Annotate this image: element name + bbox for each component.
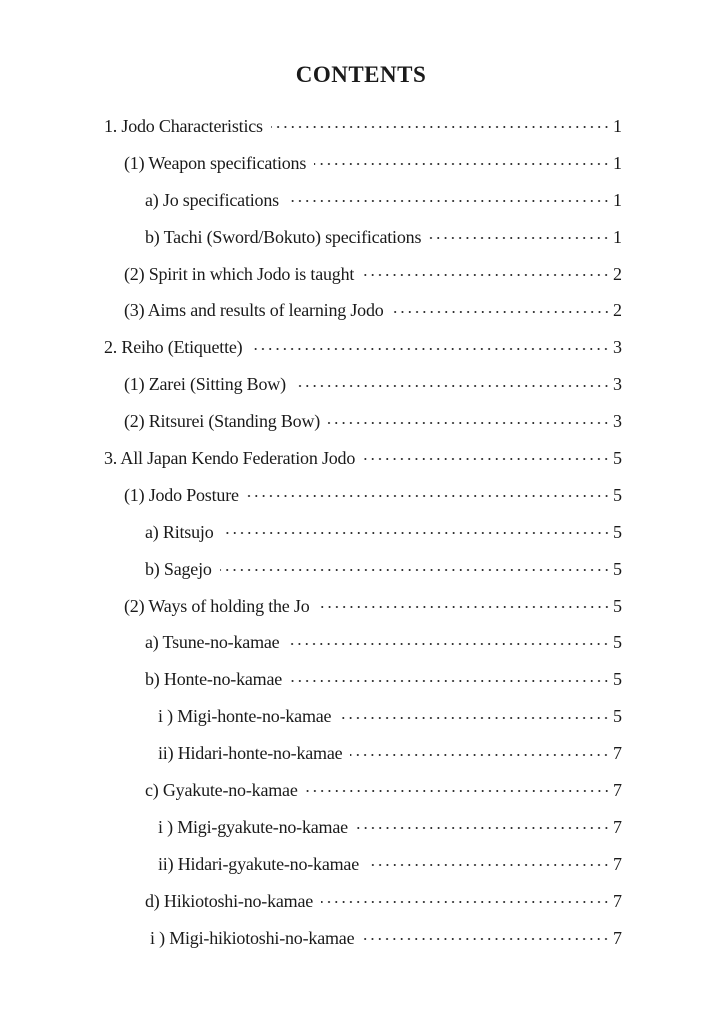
toc-entry: [0, 182, 722, 219]
dot-leader: [247, 494, 610, 498]
dot-leader: [362, 937, 610, 941]
toc-entry-label: b) Tachi (Sword/Bokuto) specifications: [145, 226, 422, 247]
toc-entry-page-number: 3: [613, 411, 622, 432]
dot-leader: [318, 605, 611, 609]
table-of-contents: [0, 108, 722, 956]
dot-leader: [287, 199, 610, 203]
toc-entry-page-number: 7: [613, 779, 622, 800]
dot-leader: [306, 789, 610, 793]
toc-entry-page-number: 5: [613, 558, 622, 579]
toc-entry-page-number: 1: [613, 226, 622, 247]
dot-leader: [339, 716, 610, 720]
toc-entry-label: 2. Reiho (Etiquette): [104, 337, 243, 358]
toc-entry: [0, 698, 722, 735]
toc-entry: [0, 588, 722, 625]
dot-leader: [220, 568, 610, 572]
dot-leader: [367, 863, 610, 867]
dot-leader: [356, 826, 610, 830]
dot-leader: [350, 753, 610, 757]
toc-entry-label: a) Tsune-no-kamae: [145, 632, 280, 653]
toc-entry: [0, 809, 722, 846]
toc-entry-label: b) Sagejo: [145, 558, 212, 579]
toc-entry-label: (1) Jodo Posture: [124, 484, 239, 505]
toc-entry: [0, 440, 722, 477]
toc-entry: [0, 329, 722, 366]
toc-entry: [0, 145, 722, 182]
toc-entry-page-number: 5: [613, 447, 622, 468]
toc-entry: [0, 846, 722, 883]
toc-entry-page-number: 2: [613, 263, 622, 284]
toc-entry-label: d) Hikiotoshi-no-kamae: [145, 890, 314, 911]
toc-entry: [0, 920, 722, 957]
toc-entry-label: (2) Ritsurei (Standing Bow): [124, 411, 321, 432]
dot-leader: [321, 900, 610, 904]
toc-entry-page-number: 5: [613, 484, 622, 505]
dot-leader: [250, 347, 610, 351]
toc-entry-label: (1) Weapon specifications: [124, 152, 307, 173]
toc-entry-label: (3) Aims and results of learning Jodo: [124, 300, 384, 321]
toc-entry: [0, 108, 722, 145]
toc-entry: [0, 403, 722, 440]
toc-entry-label: (1) Zarei (Sitting Bow): [124, 374, 286, 395]
toc-entry: [0, 219, 722, 256]
toc-entry-label: ii) Hidari-gyakute-no-kamae: [158, 853, 360, 874]
dot-leader: [294, 384, 610, 388]
toc-entry: [0, 292, 722, 329]
toc-entry-page-number: 7: [613, 890, 622, 911]
toc-entry-page-number: 5: [613, 521, 622, 542]
toc-entry-page-number: 3: [613, 337, 622, 358]
dot-leader: [328, 421, 610, 425]
toc-entry: [0, 256, 722, 293]
toc-entry-label: (2) Ways of holding the Jo: [124, 595, 310, 616]
toc-entry-label: i ) Migi-gyakute-no-kamae: [158, 816, 348, 837]
toc-entry: [0, 477, 722, 514]
toc-entry-label: a) Ritsujo: [145, 521, 214, 542]
toc-entry-page-number: 1: [613, 152, 622, 173]
toc-entry-label: (2) Spirit in which Jodo is taught: [124, 263, 355, 284]
toc-entry: [0, 661, 722, 698]
toc-entry-page-number: 7: [613, 853, 622, 874]
toc-entry-label: 3. All Japan Kendo Federation Jodo: [104, 447, 356, 468]
toc-entry-label: b) Honte-no-kamae: [145, 669, 283, 690]
toc-entry-label: i ) Migi-honte-no-kamae: [158, 706, 332, 727]
toc-entry: [0, 366, 722, 403]
toc-entry-page-number: 3: [613, 374, 622, 395]
dot-leader: [392, 310, 610, 314]
toc-entry: [0, 883, 722, 920]
toc-entry-page-number: 1: [613, 115, 622, 136]
toc-entry-label: ii) Hidari-honte-no-kamae: [158, 743, 343, 764]
dot-leader: [271, 125, 610, 129]
toc-entry-label: a) Jo specifications: [145, 189, 279, 210]
toc-entry-page-number: 5: [613, 706, 622, 727]
toc-entry-label: i ) Migi-hikiotoshi-no-kamae: [150, 927, 355, 948]
dot-leader: [222, 531, 611, 535]
dot-leader: [290, 679, 610, 683]
toc-entry: [0, 551, 722, 588]
toc-entry-label: c) Gyakute-no-kamae: [145, 779, 298, 800]
toc-entry-page-number: 7: [613, 743, 622, 764]
page-title: CONTENTS: [295, 62, 427, 87]
toc-entry: [0, 514, 722, 551]
toc-entry: [0, 772, 722, 809]
toc-entry-page-number: 7: [613, 816, 622, 837]
toc-entry: [0, 735, 722, 772]
toc-entry-page-number: 5: [613, 595, 622, 616]
toc-entry-page-number: 5: [613, 669, 622, 690]
toc-entry: [0, 624, 722, 661]
toc-entry-page-number: 1: [613, 189, 622, 210]
dot-leader: [429, 236, 610, 240]
dot-leader: [314, 162, 610, 166]
dot-leader: [363, 457, 610, 461]
toc-entry-page-number: 5: [613, 632, 622, 653]
dot-leader: [287, 642, 610, 646]
toc-entry-page-number: 2: [613, 300, 622, 321]
toc-entry-label: 1. Jodo Characteristics: [104, 115, 263, 136]
dot-leader: [362, 273, 610, 277]
toc-entry-page-number: 7: [613, 927, 622, 948]
